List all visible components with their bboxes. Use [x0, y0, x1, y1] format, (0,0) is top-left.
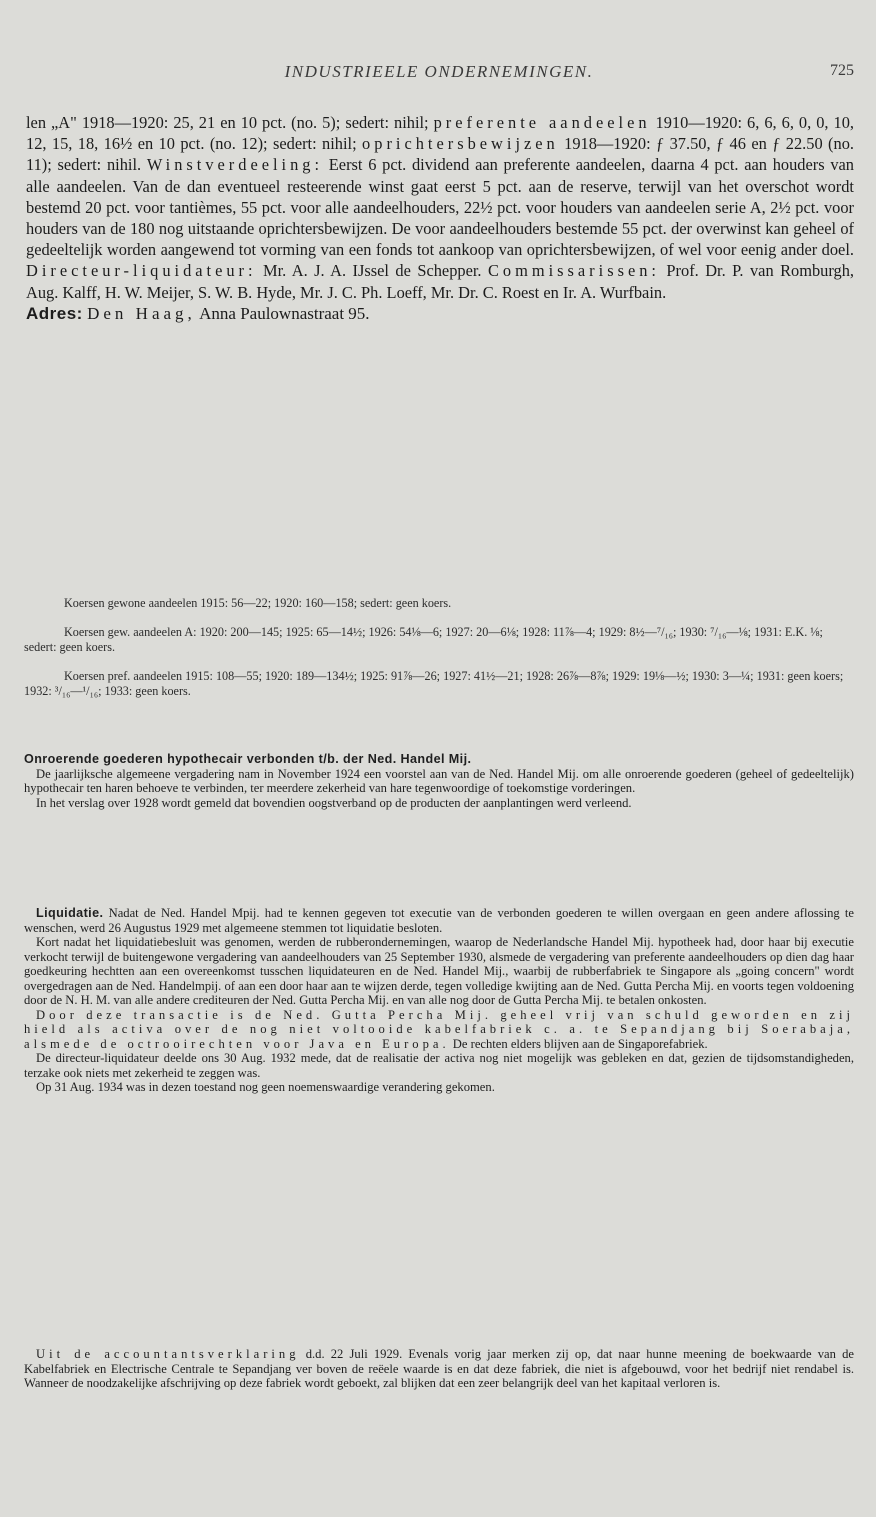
running-title: INDUSTRIEELE ONDERNEMINGEN. — [284, 62, 594, 81]
label-commissarissen: Commissarissen: — [487, 261, 660, 281]
mortgage-paragraph-1: De jaarlijksche algemeene vergadering nam in November 1924 een voorstel aan van de Ned. Handel Mij. om alle onroerende goederen (geheel of gedeeltelijk) hypothecair ten haren behoeve te verbinden, ter meerdere zekerheid van hare tegenwoordige of toekomstige vorderingen. — [24, 766, 854, 795]
company-details — [26, 112, 854, 324]
label-directeur-liquidateur: Directeur-liquidateur: — [26, 261, 257, 281]
accountant-section — [24, 1347, 854, 1391]
liquidation-heading: Liquidatie. — [36, 906, 104, 920]
address-line — [26, 303, 854, 324]
label-winstverdeeling: Winstverdeeling: — [146, 155, 324, 175]
accountant-label: Uit de accountantsverklaring — [36, 1347, 300, 1361]
page-number: 725 — [830, 62, 854, 79]
running-head — [24, 62, 854, 86]
mortgage-paragraph-2: In het verslag over 1928 wordt gemeld dat bovendien oogstverband op de producten der aanplantingen werd verleend. — [36, 795, 632, 810]
mortgage-section — [24, 752, 854, 810]
liquidation-section — [24, 906, 854, 1095]
quote-ordinary-shares: Koersen gewone aandeelen 1915: 56—22; 1920: 160—158; sedert: geen koers. — [64, 596, 452, 610]
label-oprichtersbewijzen: oprichtersbewijzen — [362, 134, 559, 154]
liquidation-paragraph-2: Kort nadat het liquidatiebesluit was genomen, werden de rubberondernemingen, waarop de Nederlandsche Handel Mij. hypotheek had, door haar bij executie verkocht terwijl de buitengewone vergadering van aandeelhouders van 25 September 1930, alsmede de vergadering van preferente aandeelhouders op dien dag haar goedkeuring hechtten aan een overeenkomst tusschen liquidateuren en de Ned. Handel Mij., waarbij de rubberfabriek te Singapore als „going concern" wordt overgedragen aan de Ned. Handelmpij. of aan een door haar aan te wijzen derde, tegen volledige kwijting aan de Ned. Gutta Percha Mij. en voorts tegen voldoening door de N. H. M. van alle andere crediteuren der Ned. Gutta Percha Mij. en van alle nog door de Gutta Percha Mij. te betalen onkosten. — [24, 935, 854, 1007]
address-city: Den Haag, — [87, 303, 196, 323]
accountant-paragraph: Uit de accountantsverklaring d.d. 22 Juli 1929. Evenals vorig jaar merken zij op, dat naar hunne meening de boekwaarde van de Kabelfabriek en Electrische Centrale te Sepandjang ver boven de reëele waarde is en dat deze fabriek, die niet is afgebouwd, voor het bedrijf niet rendabel is. Wanneer de noodzakelijke afschrijving op deze fabriek wordt geboekt, zal blijken dat een zeer belangrijk deel van het kapitaal verloren is. — [24, 1347, 855, 1390]
label-preferente-aandeelen: preferente aandeelen — [433, 113, 651, 132]
liquidation-paragraph-5: Op 31 Aug. 1934 was in dezen toestand nog geen noemenswaardige verandering gekomen. — [36, 1080, 495, 1094]
address-label: Adres: — [26, 303, 83, 323]
liquidation-paragraph-4: De directeur-liquidateur deelde ons 30 Aug. 1932 mede, dat de realisatie der activa nog niet mogelijk was gebleken en dat, gezien de tijdsomstandigheden, terzake ook niets met zekerheid te zeggen was. — [24, 1051, 854, 1080]
address-street: Anna Paulownastraat 95. — [195, 303, 370, 323]
quote-ordinary-shares-a: Koersen gew. aandeelen A: 1920: 200—145; 1925: 65—14½; 1926: 54⅛—6; 1927: 20—6⅛; 1928: 11⅞—4; 1929: 8½—⁷/₁₆; 1930: ⁷/₁₆—⅛; 1931: E.K. ⅛; sedert: geen koers. — [24, 624, 823, 654]
mortgage-heading: Onroerende goederen hypothecair verbonden t/b. der Ned. Handel Mij. — [24, 752, 472, 766]
quote-preferred-shares: Koersen pref. aandeelen 1915: 108—55; 1920: 189—134½; 1925: 91⅞—26; 1927: 41½—21; 1928: 26⅞—8⅞; 1929: 19⅛—½; 1930: 3—¼; 1931: geen koers; 1932: ³/₁₆—¹/₁₆; 1933: geen koers. — [24, 668, 844, 698]
price-quotes — [24, 596, 854, 713]
liquidation-paragraph-3: Door deze transactie is de Ned. Gutta Percha Mij. geheel vrij van schuld geworden en zij hield als activa over de nog niet voltooide kabelfabriek c. a. te Sepandjang bij Soerabaja, alsmede de octrooirechten voor Java en Europa. De rechten elders blijven aan de Singaporefabriek. — [24, 1007, 854, 1051]
profit-distribution-paragraph: len „A" 1918—1920: 25, 21 en 10 pct. (no. 5); sedert: nihil; preferente aandeelen 1910—1920: 6, 6, 6, 0, 0, 10, 12, 15, 18, 16½ en 10 pct. (no. 12); sedert: nihil; oprichtersbewijzen 1918—1920: ƒ 37.50, ƒ 46 en ƒ 22.50 (no. 11); sedert: nihil. Winstverdeeling: Eerst 6 pct. dividend aan preferente aandeelen, daarna 4 pct. aan houders van alle aandeelen. Van de dan eventueel resteerende winst gaat eerst 5 pct. aan de reserve, terwijl van het overschot wordt bestemd 20 pct. voor tantièmes, 55 pct. voor alle aandeelhouders, 22½ pct. voor houders van aandeelen serie A, 2½ pct. voor houders van de 180 nog uitstaande oprichtersbewijzen. De voor aandeelhouders bestemde 55 pct. der overwinst kan geheel of gedeeltelijk worden aangewend tot vorming van een fonds tot aankoop van oprichtersbewijzen, of wel voor eenig ander doel. Directeur-liquidateur: Mr. A. J. A. IJssel de Schepper. Commissarissen: Prof. Dr. P. van Romburgh, Aug. Kalff, H. W. Meijer, S. W. B. Hyde, Mr. J. C. Ph. Loeff, Mr. Dr. C. Roest en Ir. A. Wurfbain. — [26, 113, 854, 302]
liquidation-paragraph-1: Liquidatie. Nadat de Ned. Handel Mpij. had te kennen gegeven tot executie van de verbonden goederen te willen overgaan en geen andere aflossing te wenschen, werd 26 Augustus 1929 met algemeene stemmen tot liquidatie besloten. — [24, 906, 854, 935]
